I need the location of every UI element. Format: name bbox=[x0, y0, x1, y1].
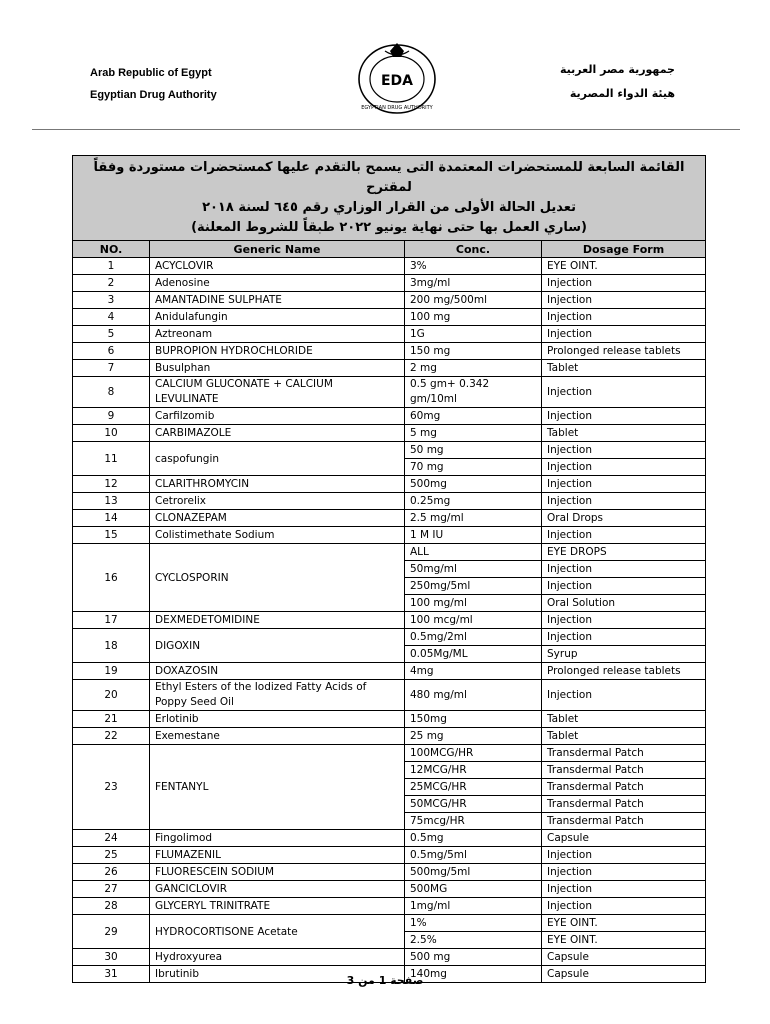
table-title-row bbox=[73, 156, 706, 241]
cell-generic-name: CLONAZEPAM bbox=[150, 510, 405, 527]
cell-dosage-form: Tablet bbox=[542, 728, 706, 745]
table-row bbox=[73, 544, 706, 561]
table-title-line1: القائمة السابعة للمستحضرات المعتمدة التى يسمح بالتقدم عليها كمستحضرات مستوردة وفقاً لمقترح bbox=[93, 160, 685, 195]
cell-generic-name: CLARITHROMYCIN bbox=[150, 476, 405, 493]
cell-no: 1 bbox=[73, 258, 150, 275]
cell-generic-name: CYCLOSPORIN bbox=[150, 544, 405, 612]
cell-dosage-form: Transdermal Patch bbox=[542, 762, 706, 779]
cell-conc: 3% bbox=[405, 258, 542, 275]
cell-conc: 25 mg bbox=[405, 728, 542, 745]
cell-conc: 140mg bbox=[405, 966, 542, 983]
cell-dosage-form: Syrup bbox=[542, 646, 706, 663]
cell-no: 19 bbox=[73, 663, 150, 680]
table-row bbox=[73, 343, 706, 360]
logo-text: EDA bbox=[380, 73, 414, 89]
column-header-dosage-form: Dosage Form bbox=[542, 241, 706, 258]
header-country-ar: جمهورية مصر العربية bbox=[560, 63, 675, 76]
cell-dosage-form: Transdermal Patch bbox=[542, 813, 706, 830]
header-divider bbox=[32, 129, 740, 130]
cell-generic-name: Carfilzomib bbox=[150, 408, 405, 425]
cell-conc: 3mg/ml bbox=[405, 275, 542, 292]
cell-generic-name: GANCICLOVIR bbox=[150, 881, 405, 898]
cell-no: 17 bbox=[73, 612, 150, 629]
cell-no: 21 bbox=[73, 711, 150, 728]
cell-dosage-form: Injection bbox=[542, 292, 706, 309]
cell-conc: 1 M IU bbox=[405, 527, 542, 544]
cell-generic-name: Fingolimod bbox=[150, 830, 405, 847]
cell-conc: 100MCG/HR bbox=[405, 745, 542, 762]
table-row bbox=[73, 847, 706, 864]
cell-generic-name: DEXMEDETOMIDINE bbox=[150, 612, 405, 629]
cell-conc: 50 mg bbox=[405, 442, 542, 459]
cell-no: 13 bbox=[73, 493, 150, 510]
header-left bbox=[90, 62, 217, 106]
cell-conc: 1mg/ml bbox=[405, 898, 542, 915]
cell-conc: 60mg bbox=[405, 408, 542, 425]
cell-conc: 100 mg/ml bbox=[405, 595, 542, 612]
cell-dosage-form: Injection bbox=[542, 527, 706, 544]
cell-dosage-form: Tablet bbox=[542, 425, 706, 442]
cell-no: 27 bbox=[73, 881, 150, 898]
cell-no: 30 bbox=[73, 949, 150, 966]
cell-generic-name: FLUORESCEIN SODIUM bbox=[150, 864, 405, 881]
cell-generic-name: Erlotinib bbox=[150, 711, 405, 728]
table-row bbox=[73, 612, 706, 629]
cell-dosage-form: Injection bbox=[542, 493, 706, 510]
cell-conc: 2.5 mg/ml bbox=[405, 510, 542, 527]
cell-dosage-form: Prolonged release tablets bbox=[542, 343, 706, 360]
table-row bbox=[73, 377, 706, 408]
table-row bbox=[73, 408, 706, 425]
cell-generic-name: ACYCLOVIR bbox=[150, 258, 405, 275]
cell-generic-name: Exemestane bbox=[150, 728, 405, 745]
cell-conc: 12MCG/HR bbox=[405, 762, 542, 779]
cell-generic-name: DOXAZOSIN bbox=[150, 663, 405, 680]
table-row bbox=[73, 881, 706, 898]
table-header-row bbox=[73, 241, 706, 258]
cell-dosage-form: Capsule bbox=[542, 966, 706, 983]
cell-conc: 50MCG/HR bbox=[405, 796, 542, 813]
cell-no: 28 bbox=[73, 898, 150, 915]
cell-conc: 200 mg/500ml bbox=[405, 292, 542, 309]
cell-generic-name: Cetrorelix bbox=[150, 493, 405, 510]
cell-no: 7 bbox=[73, 360, 150, 377]
cell-conc: 500 mg bbox=[405, 949, 542, 966]
cell-dosage-form: Oral Solution bbox=[542, 595, 706, 612]
cell-dosage-form: Injection bbox=[542, 275, 706, 292]
table-row bbox=[73, 728, 706, 745]
cell-no: 4 bbox=[73, 309, 150, 326]
cell-dosage-form: Injection bbox=[542, 680, 706, 711]
cell-dosage-form: Injection bbox=[542, 881, 706, 898]
cell-dosage-form: Transdermal Patch bbox=[542, 745, 706, 762]
table-row bbox=[73, 864, 706, 881]
cell-conc: 0.5mg bbox=[405, 830, 542, 847]
cell-no: 22 bbox=[73, 728, 150, 745]
cell-conc: 1G bbox=[405, 326, 542, 343]
cell-no: 18 bbox=[73, 629, 150, 663]
cell-no: 10 bbox=[73, 425, 150, 442]
cell-dosage-form: Injection bbox=[542, 864, 706, 881]
table-row bbox=[73, 292, 706, 309]
cell-no: 26 bbox=[73, 864, 150, 881]
cell-generic-name: Hydroxyurea bbox=[150, 949, 405, 966]
table-row bbox=[73, 309, 706, 326]
cell-dosage-form: Capsule bbox=[542, 949, 706, 966]
cell-dosage-form: EYE DROPS bbox=[542, 544, 706, 561]
cell-no: 9 bbox=[73, 408, 150, 425]
table-row bbox=[73, 425, 706, 442]
cell-no: 15 bbox=[73, 527, 150, 544]
cell-no: 25 bbox=[73, 847, 150, 864]
cell-dosage-form: EYE OINT. bbox=[542, 932, 706, 949]
table-row bbox=[73, 745, 706, 762]
cell-no: 8 bbox=[73, 377, 150, 408]
eda-logo bbox=[352, 37, 442, 117]
cell-dosage-form: Injection bbox=[542, 578, 706, 595]
header-country-en: Arab Republic of Egypt bbox=[90, 67, 212, 79]
cell-dosage-form: Tablet bbox=[542, 711, 706, 728]
table-row bbox=[73, 360, 706, 377]
cell-no: 3 bbox=[73, 292, 150, 309]
cell-generic-name: Adenosine bbox=[150, 275, 405, 292]
cell-generic-name: BUPROPION HYDROCHLORIDE bbox=[150, 343, 405, 360]
cell-conc: 150mg bbox=[405, 711, 542, 728]
table-row bbox=[73, 326, 706, 343]
cell-conc: 5 mg bbox=[405, 425, 542, 442]
table-row bbox=[73, 663, 706, 680]
cell-dosage-form: Oral Drops bbox=[542, 510, 706, 527]
header-authority-en: Egyptian Drug Authority bbox=[90, 89, 217, 101]
cell-generic-name: Colistimethate Sodium bbox=[150, 527, 405, 544]
table-row bbox=[73, 680, 706, 711]
table-row bbox=[73, 258, 706, 275]
table-row bbox=[73, 949, 706, 966]
cell-generic-name: CALCIUM GLUCONATE + CALCIUM LEVULINATE bbox=[150, 377, 405, 408]
table-title-line3: (ساري العمل بها حتى نهاية يونيو ٢٠٢٢ طبقاً للشروط المعلنة) bbox=[191, 220, 587, 235]
cell-dosage-form: Injection bbox=[542, 476, 706, 493]
cell-no: 20 bbox=[73, 680, 150, 711]
cell-conc: 500MG bbox=[405, 881, 542, 898]
cell-dosage-form: EYE OINT. bbox=[542, 915, 706, 932]
cell-conc: 4mg bbox=[405, 663, 542, 680]
cell-conc: 1% bbox=[405, 915, 542, 932]
cell-generic-name: DIGOXIN bbox=[150, 629, 405, 663]
column-header-no: NO. bbox=[73, 241, 150, 258]
table-row bbox=[73, 711, 706, 728]
cell-no: 31 bbox=[73, 966, 150, 983]
table-title bbox=[73, 156, 706, 241]
drug-list-table bbox=[72, 155, 706, 983]
column-header-conc: Conc. bbox=[405, 241, 542, 258]
cell-generic-name: AMANTADINE SULPHATE bbox=[150, 292, 405, 309]
cell-no: 5 bbox=[73, 326, 150, 343]
cell-generic-name: FLUMAZENIL bbox=[150, 847, 405, 864]
cell-generic-name: Ethyl Esters of the Iodized Fatty Acids of Poppy Seed Oil bbox=[150, 680, 405, 711]
cell-dosage-form: Injection bbox=[542, 459, 706, 476]
cell-generic-name: Busulphan bbox=[150, 360, 405, 377]
table-row bbox=[73, 629, 706, 646]
table-body bbox=[73, 258, 706, 983]
cell-no: 24 bbox=[73, 830, 150, 847]
cell-conc: 70 mg bbox=[405, 459, 542, 476]
cell-dosage-form: Injection bbox=[542, 408, 706, 425]
cell-dosage-form: Transdermal Patch bbox=[542, 796, 706, 813]
cell-dosage-form: Injection bbox=[542, 309, 706, 326]
cell-dosage-form: Transdermal Patch bbox=[542, 779, 706, 796]
cell-conc: 50mg/ml bbox=[405, 561, 542, 578]
cell-conc: 75mcg/HR bbox=[405, 813, 542, 830]
cell-generic-name: Anidulafungin bbox=[150, 309, 405, 326]
table-row bbox=[73, 510, 706, 527]
cell-dosage-form: Capsule bbox=[542, 830, 706, 847]
cell-no: 23 bbox=[73, 745, 150, 830]
cell-no: 29 bbox=[73, 915, 150, 949]
cell-generic-name: GLYCERYL TRINITRATE bbox=[150, 898, 405, 915]
cell-generic-name: HYDROCORTISONE Acetate bbox=[150, 915, 405, 949]
cell-generic-name: FENTANYL bbox=[150, 745, 405, 830]
cell-dosage-form: Injection bbox=[542, 847, 706, 864]
header-right bbox=[560, 58, 675, 106]
cell-conc: 2.5% bbox=[405, 932, 542, 949]
cell-conc: ALL bbox=[405, 544, 542, 561]
cell-conc: 480 mg/ml bbox=[405, 680, 542, 711]
cell-dosage-form: Injection bbox=[542, 561, 706, 578]
page-number: صفحة 1 من 3 bbox=[346, 974, 424, 987]
column-header-generic-name: Generic Name bbox=[150, 241, 405, 258]
cell-conc: 150 mg bbox=[405, 343, 542, 360]
cell-no: 11 bbox=[73, 442, 150, 476]
table-row bbox=[73, 275, 706, 292]
table-title-line2: تعديل الحالة الأولى من القرار الوزاري رقم ٦٤٥ لسنة ٢٠١٨ bbox=[202, 200, 576, 215]
table-row bbox=[73, 476, 706, 493]
cell-conc: 25MCG/HR bbox=[405, 779, 542, 796]
header-authority-ar: هيئة الدواء المصرية bbox=[569, 87, 675, 100]
cell-conc: 100 mcg/ml bbox=[405, 612, 542, 629]
cell-generic-name: CARBIMAZOLE bbox=[150, 425, 405, 442]
cell-conc: 500mg/5ml bbox=[405, 864, 542, 881]
table-row bbox=[73, 442, 706, 459]
cell-dosage-form: Injection bbox=[542, 442, 706, 459]
cell-conc: 500mg bbox=[405, 476, 542, 493]
cell-conc: 2 mg bbox=[405, 360, 542, 377]
cell-conc: 100 mg bbox=[405, 309, 542, 326]
table-row bbox=[73, 898, 706, 915]
logo-ring-text: EGYPTIAN DRUG AUTHORITY bbox=[361, 105, 433, 111]
cell-dosage-form: Injection bbox=[542, 629, 706, 646]
cell-dosage-form: Injection bbox=[542, 377, 706, 408]
table-row bbox=[73, 493, 706, 510]
cell-no: 12 bbox=[73, 476, 150, 493]
cell-generic-name: caspofungin bbox=[150, 442, 405, 476]
cell-dosage-form: EYE OINT. bbox=[542, 258, 706, 275]
cell-conc: 0.5mg/2ml bbox=[405, 629, 542, 646]
cell-conc: 250mg/5ml bbox=[405, 578, 542, 595]
cell-generic-name: Aztreonam bbox=[150, 326, 405, 343]
cell-conc: 0.05Mg/ML bbox=[405, 646, 542, 663]
cell-dosage-form: Prolonged release tablets bbox=[542, 663, 706, 680]
cell-conc: 0.5mg/5ml bbox=[405, 847, 542, 864]
table-row bbox=[73, 830, 706, 847]
cell-dosage-form: Injection bbox=[542, 612, 706, 629]
cell-dosage-form: Tablet bbox=[542, 360, 706, 377]
cell-dosage-form: Injection bbox=[542, 898, 706, 915]
cell-conc: 0.5 gm+ 0.342 gm/10ml bbox=[405, 377, 542, 408]
cell-no: 2 bbox=[73, 275, 150, 292]
cell-conc: 0.25mg bbox=[405, 493, 542, 510]
cell-generic-name: Ibrutinib bbox=[150, 966, 405, 983]
cell-no: 14 bbox=[73, 510, 150, 527]
table-row bbox=[73, 527, 706, 544]
cell-no: 16 bbox=[73, 544, 150, 612]
cell-no: 6 bbox=[73, 343, 150, 360]
table-row bbox=[73, 915, 706, 932]
cell-dosage-form: Injection bbox=[542, 326, 706, 343]
